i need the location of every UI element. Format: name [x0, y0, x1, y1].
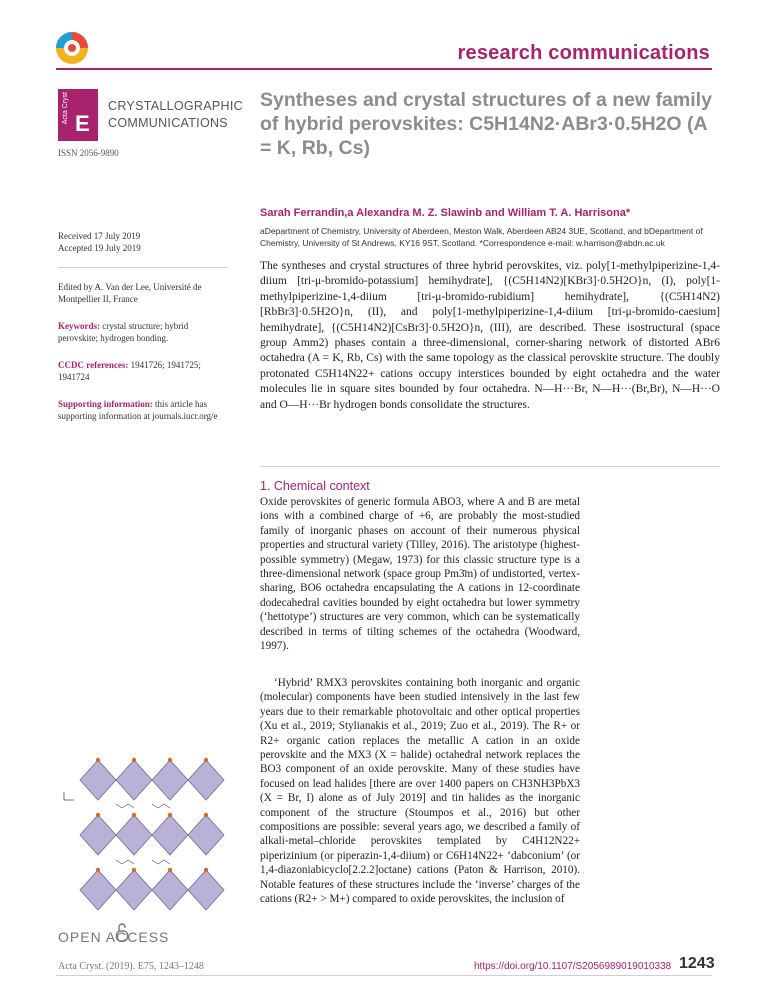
ccdc-references [58, 360, 228, 383]
section-heading: 1. Chemical context [260, 479, 370, 493]
open-access-label: OPEN ACCESS [58, 929, 170, 945]
keywords [58, 321, 228, 344]
affiliation: aDepartment of Chemistry, University of Aberdeen, Meston Walk, Aberdeen AB24 3UE, Scotland, and bDepartment of Chemistry, University of St Andrews, KY16 9ST, Scotland. *Correspondence e-mail: w.harrison@abdn.ac.uk [260, 226, 703, 248]
issn: ISSN 2056-9890 [58, 148, 119, 158]
keywords-label: Keywords: [58, 321, 100, 331]
supp-label: Supporting information: [58, 399, 153, 409]
journal-badge [58, 89, 98, 141]
footer-divider [56, 975, 712, 976]
footer-citation: Acta Cryst. (2019). E75, 1243–1248 [58, 961, 204, 972]
body-paragraph-1: Oxide perovskites of generic formula ABO3, where A and B are metal ions with a combined charge of +6, are probably the most-studied family of inorganic phases on account of their numerous physical properties and structural variety (Tilley, 2016). The aristotype (highest-possible symmetry) (Megaw, 1973) for this classic structure type is a three-dimensional network (space group Pm3̄m) of undistorted, vertex-sharing, BO6 octahedra encapsulating the A cations in 12-coordinate dodecahedral cavities bounded by eight octahedra but lower symmetry (‘hettotype’) structures are very common, which can be systematically described in terms of tilting schemes of the octahedra (Woodward, 1997). [260, 496, 580, 653]
accepted-date: Accepted 19 July 2019 [58, 242, 141, 253]
page-number: 1243 [679, 955, 715, 972]
article-title: Syntheses and crystal structures of a new family of hybrid perovskites: C5H14N2·ABr3·0.5H2O (A = K, Rb, Cs) [260, 89, 712, 159]
abstract-divider [260, 466, 720, 467]
crystal-structure-figure [60, 740, 240, 915]
open-lock-icon [115, 922, 129, 942]
header-divider [56, 68, 712, 70]
journal-name-line1: CRYSTALLOGRAPHIC [108, 99, 243, 113]
keywords-text: crystal structure; hybrid perovskite; hydrogen bonding. [58, 321, 189, 343]
ccdc-label: CCDC references: [58, 360, 129, 370]
abstract: The syntheses and crystal structures of three hybrid perovskites, viz. poly[1-methylpiperizine-1,4-diium [tri-μ-bromido-potassium] hemihydrate], {(C5H14N2)[KBr3]·0.5H2O}n, (I), poly[1-methylpiperizine-1,4-diium [tri-μ-bromido-rubidium] hemihydrate], {(C5H14N2)[RbBr3]·0.5H2O}n, (II), and poly[1-methylpiperizine-1,4-diium [tri-μ-bromido-caesium] hemihydrate], {(C5H14N2)[CsBr3]·0.5H2O}n, (III), are described. These isostructural (space group Amm2) phases contain a three-dimensional, corner-sharing network of distorted ABr6 octahedra (A = K, Rb, Cs) with the same topology as the classical perovskite structure. The doubly protonated C5H14N22+ cations occupy interstices bounded by eight octahedra and the water molecules lie in square sites bounded by four octahedra. N—H···Br, N—H···(Br,Br), N—H···O and O—H···Br hydrogen bonds consolidate the structures. [260, 260, 720, 411]
supp-text[interactable]: this article has supporting information at journals.iucr.org/e [58, 399, 218, 421]
received-date: Received 17 July 2019 [58, 231, 141, 241]
edited-by: Edited by A. Van der Lee, Université de Montpellier II, France [58, 282, 202, 304]
badge-small-text: Acta Cryst [62, 92, 69, 125]
journal-name-line2: COMMUNICATIONS [108, 116, 228, 130]
ccdc-text: 1941726; 1941725; 1941724 [58, 360, 201, 382]
dates [58, 231, 228, 254]
body-paragraph-2: ‘Hybrid’ RMX3 perovskites containing both inorganic and organic (molecular) components have been studied intensively in the last few years due to their remarkable photovoltaic and other optical properties (Xu et al., 2019; Stylianakis et al., 2019; Zuo et al., 2019). The R+ or R2+ organic cation replaces the metallic A cation in an oxide perovskite and the MX3 (X = halide) octahedral network replaces the BO3 component of an oxide perovskite. Many of these studies have focused on lead halides [there are over 1400 papers on CH3NH3PbX3 (X = Br, I) alone as of July 2019] and tin halides as the inorganic component of the structure (Stoumpos et al., 2016) but other compositions are possible: several years ago, we described a family of alkali-metal–chloride perovskites templated by C4H12N22+ piperizinium (or piperazin-1,4-diium) or C6H14N22+ ‘dabconium’ (or 1,4-diazoniabicyclo[2.2.2]octane) cations (Paton & Harrison, 2010). Notable features of these structures include the ‘inverse’ charges of the cations (R2+ > M+) compared to oxide perovskites, the inclusion of [260, 677, 580, 906]
supporting-information [58, 399, 228, 422]
footer-doi-link[interactable]: https://doi.org/10.1107/S2056989019010338 [474, 961, 672, 972]
authors: Sarah Ferrandin,a Alexandra M. Z. Slawinb and William T. A. Harrisona* [260, 207, 631, 219]
side-divider [58, 267, 228, 268]
journal-name [108, 98, 243, 132]
badge-letter: E [75, 111, 90, 136]
section-label: research communications [457, 42, 710, 64]
iucr-logo-icon [54, 30, 90, 66]
